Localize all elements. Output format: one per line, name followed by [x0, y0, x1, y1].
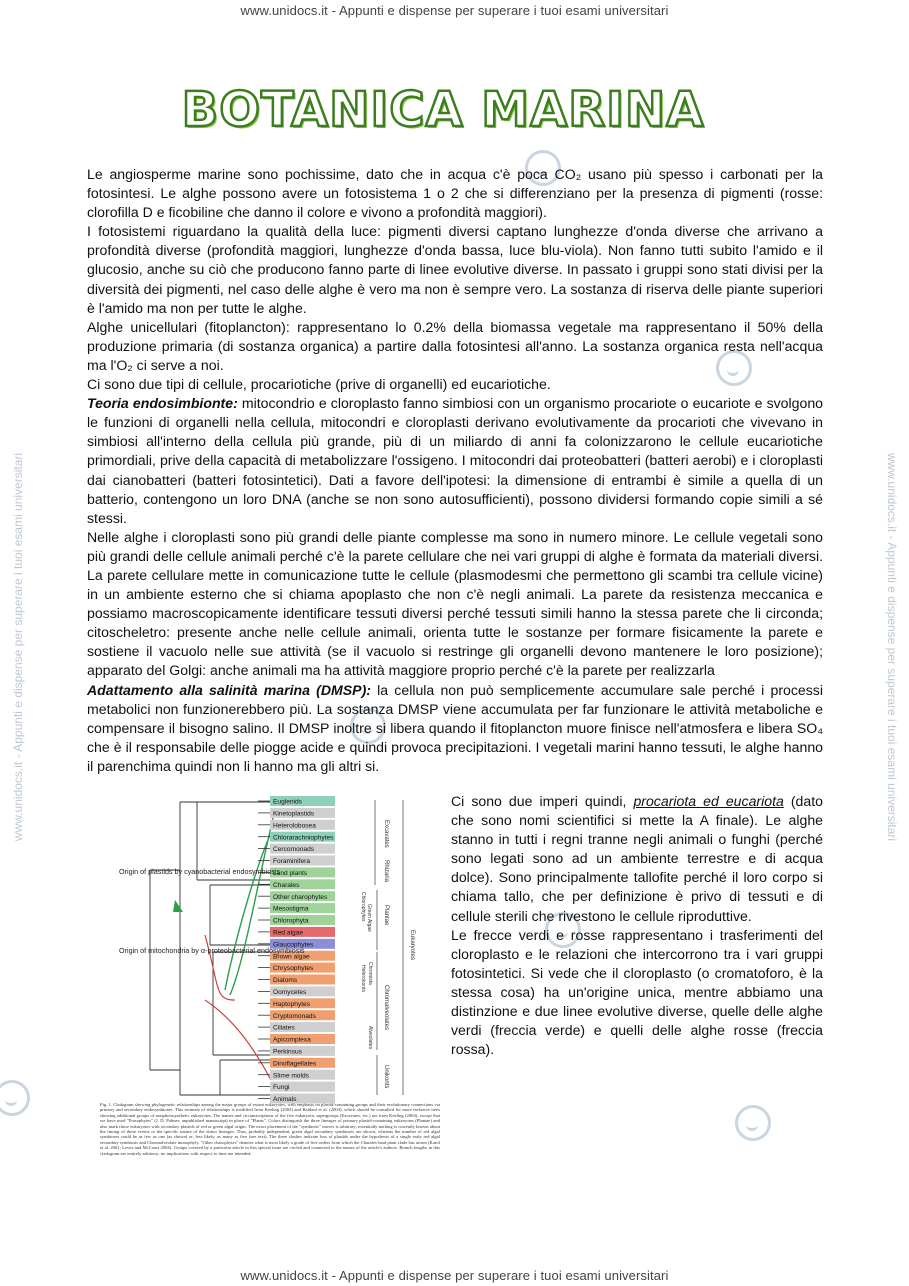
taxon-label: Charales	[273, 881, 300, 889]
bracket-eukaryotes: Eukaryotes	[409, 930, 415, 961]
paragraph-heading: Teoria endosimbionte:	[87, 395, 238, 412]
bracket-unikonts: Unikonts	[383, 1065, 389, 1089]
paragraph-body: la cellula non può semplicemente accumulare sale perché i processi metabolici non funzionerebbero più. La sostanza DMSP viene accumulata per far funzionare le attività metaboliche e compensare il bisogno salino. Il DMSP inoltre si libera quando il fitoplancton muore finisce nell'atmosfera e libera SO₄ che è il responsabile delle piogge acide e quindi provoca precipitazioni. I vegetali marini hanno tessuti, le alghe hanno il parenchima quindi non li hanno ma gli altri si.	[87, 681, 823, 774]
side-text	[451, 792, 823, 1059]
label-mito-origin: Origin of mitochondria by α-proteobacterial endosymbiosis	[119, 946, 305, 955]
paragraph: Nelle alghe i cloroplasti sono più grandi delle piante complesse ma sono in numero minore. Le cellule vegetali sono più grandi delle cellule animali perché c'è la parete cellulare che nei vari gruppi di alghe è formata da materiali diversi. La parete cellulare mette in comunicazione tutte le cellule (plasmodesmi che permettono gli scambi tra cellule vicine) in un ambiente esterno che si chiama apoplasto che non c'è negli animali. La parete da resistenza meccanica e possiamo macroscopicamente identificare tessuti diversi perché tessuti simili hanno la stessa parete che li circonda; citoscheletro: presente anche nelle cellule animali, orienta tutte le sostanze per formare fisicamente la parete e sostiene il vacuolo nelle sue attività (se il vacuolo si restringe gli organelli devono mantenere le loro posizione); apparato del Golgi: anche animali ma ha attività maggiore proprio perché c'è la parete per realizzarla	[87, 528, 823, 679]
taxon-label: Dinoflagellates	[273, 1060, 317, 1068]
bracket-chlorophytes: Chlorophytes	[360, 892, 366, 922]
taxon-label: Haptophytes	[273, 1000, 311, 1008]
taxon-label: Fungi	[273, 1084, 290, 1092]
page-title: BOTANICA MARINA	[181, 82, 705, 138]
taxon-label: Foraminifera	[273, 858, 311, 866]
label-plastids-origin: Origin of plastids by cyanobacterial endosymbiosis	[119, 867, 280, 876]
bracket-green-algae: Green Algae	[366, 904, 372, 932]
taxon-label: Diatoms	[273, 977, 298, 985]
watermark-logo-icon	[735, 1105, 771, 1141]
paragraph: Ci sono due tipi di cellule, procariotiche (prive di organelli) ed eucariotiche.	[87, 376, 551, 393]
taxon-label: Animals	[273, 1096, 297, 1104]
bracket-chromalveolates: Chromalveolates	[383, 985, 389, 1031]
taxon-label: Chlorarachniophytes	[273, 834, 334, 842]
watermark-top: www.unidocs.it - Appunti e dispense per superare i tuoi esami universitari	[240, 3, 669, 18]
taxon-label: Ciliates	[273, 1024, 295, 1032]
paragraph-body: mitocondrio e cloroplasto fanno simbiosi con un organismo procariote o eucariote e svolgono le funzioni di organelli nella cellula, mitocondri e cloroplasti derivano evolutivamente da procarioti che vivevano in simbiosi all'interno della cellula più grande, più di un miliardo di anni fa colonizzarono le cellule eucariotiche primordiali, prive della capacità di metabolizzare l'ossigeno. I mitocondri dai proteobatteri (batteri aerobi) e i cloroplasti dai cianobatteri (batteri fotosintetici). Dati a favore dell'ipotesi: la dimensione di entrambi è simile a quella di un batterio, contengono un loro DNA (anche se non sono autosufficienti), possono dividersi formando copie simili a sé stessi.	[87, 395, 824, 526]
bracket-chromista: Chromista	[367, 962, 373, 985]
taxon-label: Land plants	[273, 870, 308, 877]
taxon-label: Slime molds	[273, 1072, 309, 1080]
watermark-bottom: www.unidocs.it - Appunti e dispense per superare i tuoi esami universitari	[240, 1268, 669, 1283]
paragraph-body: (dato che sono nomi scientifici si mette la A finale). Le alghe stanno in tutti i regni tranne negli animali o funghi (perché sono legati sono ad un ambiente terrestre e di acqua dolce). Sono principalmente tallofite perché il loro corpo si chiama tallo, che per definizione è privo di tessuti e di cellule sterili che rivestono le cellule riproduttive.	[451, 793, 823, 924]
watermark-right: www.unidocs.it - Appunti e dispense per superare i tuoi esami universitari	[885, 452, 899, 842]
bracket-alveolates: Alveolates	[367, 1026, 373, 1050]
bracket-rhizaria: Rhizaria	[383, 860, 389, 883]
paragraph: I fotosistemi riguardano la qualità della luce: pigmenti diversi captano lunghezze d'onda diverse che arrivano a profondità diverse (profondità maggiori, lunghezze d'onda bassa, luce blu-viola). Non fanno tutti subito l'amido e il glucosio, anche su ciò che producono fanno parte di linee evolutive diverse. In passato i gruppi sono stati divisi per la diversità dei pigmenti, nel caso delle alghe è vero ma non è sempre vero. La sostanza di riserva delle piante superiori è l'amido ma non per tutte le alghe.	[87, 223, 823, 316]
taxon-label: Other charophytes	[273, 893, 328, 901]
watermark-logo-icon	[0, 1080, 30, 1116]
underlined-term: procariota ed eucariota	[633, 793, 784, 809]
bracket-excavates: Excavates	[383, 820, 389, 848]
taxon-label: Cryptomonads	[273, 1012, 316, 1020]
watermark-left: www.unidocs.it - Appunti e dispense per superare i tuoi esami universitari	[11, 452, 25, 842]
paragraph	[451, 792, 823, 926]
paragraph	[87, 394, 823, 528]
paragraph-body: Ci sono due imperi quindi,	[451, 793, 634, 809]
bracket-heterokonts: Heterokonts	[360, 965, 366, 992]
paragraph: Alghe unicellulari (fitoplancton): rappresentano lo 0.2% della biomassa vegetale ma rappresentano il 50% della produzione primaria (di sostanza organica) a partire dalla fotosintesi all'anno. La sostanza organica resta nell'acqua ma l'O₂ ci serve a noi.	[87, 318, 823, 373]
taxon-label: Mesostigma	[273, 905, 309, 913]
taxon-label: Heterolobosea	[273, 822, 316, 830]
taxon-label: Cercomonads	[273, 846, 315, 854]
taxon-label: Brown algae	[273, 953, 310, 961]
bracket-plantae: Plantae	[383, 905, 389, 926]
taxon-label: Kinetoplastids	[273, 810, 315, 818]
taxon-label: Glaucophytes	[273, 941, 314, 949]
taxon-label: Red algae	[273, 929, 304, 937]
taxon-label: Oomycetes	[273, 989, 307, 996]
group-brackets	[360, 800, 415, 1095]
taxon-label: Apicomplexa	[273, 1036, 311, 1044]
figure-caption: Fig. 1. Cladogram showing phylogenetic relationships among the major groups of extant eukaryotes, with emphasis on plastid-containing groups and their evolutionary connections via primary and secondary endosymbioses. This estimate of relationships is modified from Keeling (2004) and Baldauf et al. (2004), which should be consulted for more inclusive trees showing additional groups of nonphotosynthetic eukaryotes. The names and circumscriptions of the five eukaryotic supergroups (Excavates, etc.) are from Keeling (2004), except that we have used "Prasophytes" (J. D. Palmer, unpublished manuscript) in place of "Plants". Colors distinguish the three lineages of primary plastid-containing eukaryotes (Plantae) and also mark those eukaryotes with secondary plastids of red or green algal origin. The exact placement of the "symbiotic" moves is arbitrary; essentially nothing is currently known about the timing of these events or the specific nature of the donor lineages. Thus, probably independent, green algal secondary symbioses are shown, whereas the number of red algal symbioses could be as few as one (as shown) or, less likely, as many as five (see text). The three slashes indicate loss of plastids under the hypothesis of a single early red algal secondary symbiosis and Chromalveolate monophyly. "Other charophytes" denotes what is most likely a grade of five orders from which the Charales-land plant clade has arisen (Karol et al. 2001; Lewis and McCourt 2004). Groups covered by a particular article in this special issue are circled and connected to the names of the article's authors. Branch lengths in this cladogram are entirely arbitrary; no implications with respect to time are intended.	[100, 1102, 440, 1156]
taxon-label: Euglenids	[273, 798, 302, 806]
taxon-label: Chrysophytes	[273, 965, 314, 973]
paragraph: Le angiosperme marine sono pochissime, dato che in acqua c'è poca CO₂ usano più spesso i carbonati per la fotosintesi. Le alghe possono avere un fotosistema 1 o 2 che si differenziano per la presenza di pigmenti (rosse: clorofilla D e ficobiline che danno il colore e vivono a profondità maggiori).	[87, 166, 823, 221]
paragraph	[87, 681, 823, 776]
paragraph-heading: Adattamento alla salinità marina (DMSP):	[87, 681, 371, 698]
taxon-label: Chlorophyta	[273, 917, 309, 925]
taxon-label: Perkinsus	[273, 1048, 302, 1056]
main-text	[87, 165, 823, 776]
paragraph: Le frecce verdi e rosse rappresentano i trasferimenti del cloroplasto e le relazioni che intercorrono tra i vari gruppi fotosintetici. Si vede che il cloroplasto (o cromatoforo, è la stessa cosa) ha un'origine unica, mentre abbiamo una distinzione e due linee evolutive diverse, quelle delle alghe verdi (freccia verde) e quelli delle alghe rosse (freccia rossa).	[451, 926, 823, 1058]
